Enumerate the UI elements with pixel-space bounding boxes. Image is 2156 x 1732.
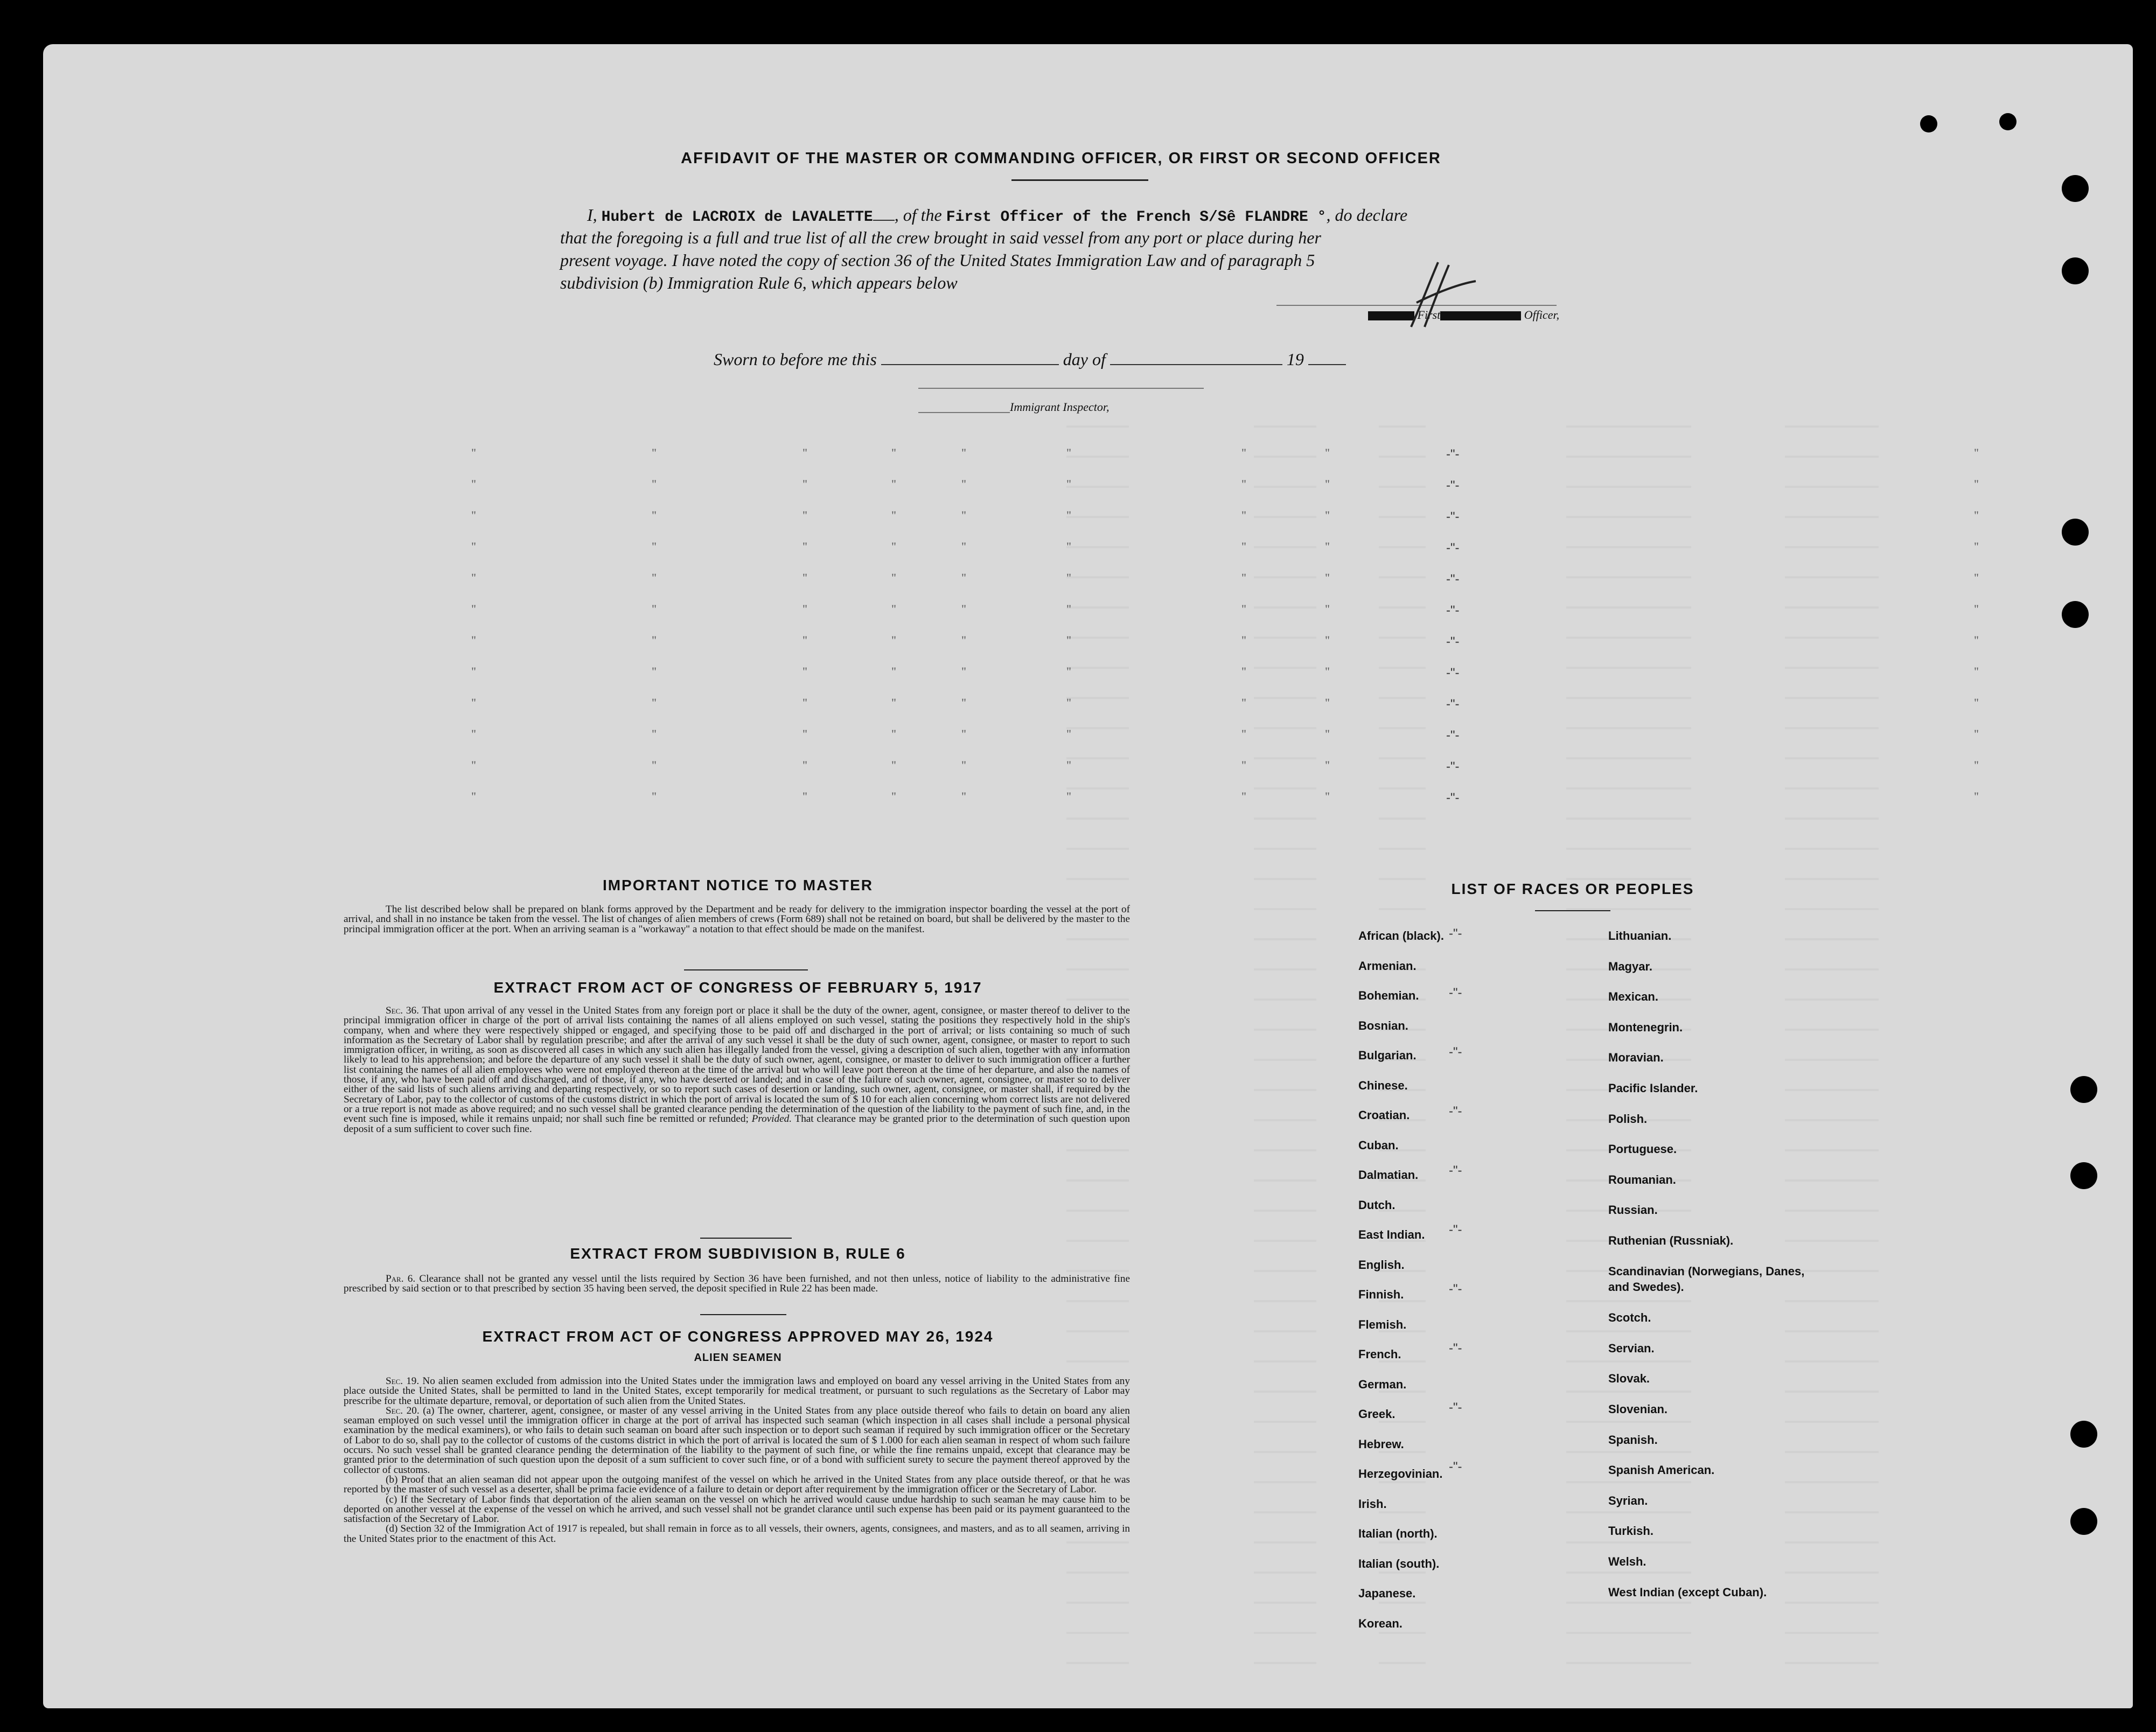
dash-ditto-mark: -"- — [1449, 986, 1462, 1000]
ditto-mark: " — [961, 696, 966, 709]
dash-ditto-mark: -"- — [1449, 1104, 1462, 1119]
race-item: Hebrew. — [1358, 1437, 1404, 1451]
ditto-mark: " — [1066, 633, 1071, 647]
ditto-mark: " — [471, 540, 476, 553]
race-item: Croatian. — [1358, 1108, 1410, 1122]
race-item: Herzegovinian. — [1358, 1467, 1443, 1480]
ditto-mark: " — [471, 633, 476, 647]
dash-ditto-mark: -"- — [1449, 1282, 1462, 1296]
ditto-mark: " — [1325, 727, 1330, 741]
ditto-mark: " — [1325, 696, 1330, 709]
ditto-mark: " — [652, 633, 657, 647]
ditto-mark: " — [1241, 446, 1246, 459]
ditto-mark: " — [1241, 477, 1246, 491]
race-item: Korean. — [1358, 1616, 1403, 1630]
ditto-mark: " — [1066, 508, 1071, 522]
ditto-mark: " — [961, 540, 966, 553]
ditto-mark: " — [1241, 633, 1246, 647]
ditto-mark: " — [891, 696, 896, 709]
ditto-mark: " — [803, 790, 807, 803]
ditto-mark: " — [471, 696, 476, 709]
punch-hole — [2070, 1076, 2097, 1103]
race-item: Lithuanian. — [1608, 929, 1672, 942]
race-item: Bulgarian. — [1358, 1049, 1417, 1062]
ditto-mark: " — [803, 508, 807, 522]
punch-hole — [2062, 601, 2089, 628]
ditto-mark: " — [1974, 758, 1979, 772]
dash-ditto-mark: -"- — [1449, 926, 1462, 941]
notice-body: The list described below shall be prepared on blank forms approved by the Department and be ready for delivery to the immigration inspector boarding the vessel at the port of arrival, and shall in no instance be taken from the vessel. The list of changes of alien members of crews (Form 689) shall not be retained on board, but shall be delivered by the master to the principal immigration officer at the port. When an arriving seaman is a "workaway" a notation to that effect should be made on the manifest. — [344, 904, 1130, 935]
race-item: Magyar. — [1608, 959, 1652, 973]
ditto-mark: " — [1066, 696, 1071, 709]
dash-ditto-mark: -"- — [1449, 1341, 1462, 1356]
ditto-mark: " — [1325, 633, 1330, 647]
punch-hole — [2070, 1508, 2097, 1535]
ditto-mark: " — [961, 790, 966, 803]
inspector-rule-top — [918, 388, 1204, 389]
ditto-mark: " — [471, 571, 476, 584]
race-item: Servian. — [1608, 1341, 1655, 1355]
ditto-mark: " — [891, 540, 896, 553]
dash-ditto-mark: -"- — [1446, 478, 1460, 493]
affidavit-line-2: that the foregoing is a full and true list of all the crew brought in said vessel from any port or place during her — [560, 228, 1321, 247]
ditto-mark: " — [652, 665, 657, 678]
ditto-mark: " — [961, 477, 966, 491]
race-item: Italian (north). — [1358, 1527, 1438, 1540]
ditto-mark: " — [961, 508, 966, 522]
extract-1917-divider — [700, 1238, 792, 1239]
ditto-mark: " — [891, 758, 896, 772]
race-item: French. — [1358, 1347, 1401, 1361]
extract-rule6-divider — [700, 1314, 786, 1315]
ditto-mark: " — [1325, 540, 1330, 553]
ditto-mark: " — [1241, 602, 1246, 616]
race-item: Portuguese. — [1608, 1142, 1677, 1156]
ditto-mark: " — [1325, 508, 1330, 522]
race-item: English. — [1358, 1258, 1405, 1272]
ditto-mark: " — [961, 758, 966, 772]
ditto-mark: " — [1974, 790, 1979, 803]
ditto-mark: " — [1241, 540, 1246, 553]
ditto-mark: " — [471, 727, 476, 741]
ditto-mark: " — [961, 633, 966, 647]
race-item: Bohemian. — [1358, 989, 1419, 1002]
dash-ditto-mark: -"- — [1446, 541, 1460, 555]
ditto-mark: " — [652, 508, 657, 522]
ditto-mark: " — [471, 477, 476, 491]
ditto-mark: " — [961, 446, 966, 459]
punch-hole — [2062, 257, 2089, 284]
dash-ditto-mark: -"- — [1449, 1459, 1462, 1474]
ditto-mark: " — [1241, 571, 1246, 584]
dash-ditto-mark: -"- — [1446, 791, 1460, 805]
ditto-mark: " — [803, 727, 807, 741]
race-item: Cuban. — [1358, 1138, 1399, 1152]
race-item: Armenian. — [1358, 959, 1417, 973]
race-item: Moravian. — [1608, 1051, 1664, 1065]
race-item: Irish. — [1358, 1497, 1387, 1511]
extract-rule6-body: Par. 6. Clearance shall not be granted any vessel until the lists required by Section 36 have been furnished, and not then unless, notice of liability to the administrative fine prescribed by said section or to that prescribed by section 35 having been served, the deposit specified in Rule 22 has been made. — [344, 1273, 1131, 1295]
ditto-mark: " — [1974, 571, 1979, 584]
ditto-mark: " — [1974, 446, 1979, 459]
dash-ditto-mark: -"- — [1446, 603, 1460, 618]
ditto-mark: " — [1974, 602, 1979, 616]
notice-title: IMPORTANT NOTICE TO MASTER — [602, 877, 874, 893]
dash-ditto-mark: -"- — [1446, 509, 1460, 524]
ditto-mark: " — [1241, 665, 1246, 678]
punch-hole — [2062, 175, 2089, 202]
ditto-mark: " — [1066, 540, 1071, 553]
ditto-mark: " — [891, 665, 896, 678]
extract-1924-title: EXTRACT FROM ACT OF CONGRESS APPROVED MAY 26, 1924 — [482, 1328, 994, 1345]
ditto-mark: " — [891, 602, 896, 616]
race-item: Scotch. — [1608, 1311, 1651, 1325]
ditto-mark: " — [652, 727, 657, 741]
ditto-mark: " — [961, 602, 966, 616]
race-item: Polish. — [1608, 1112, 1648, 1126]
ditto-mark: " — [1066, 790, 1071, 803]
title-underline — [1011, 179, 1148, 181]
ditto-mark: " — [1325, 758, 1330, 772]
officer-name: Hubert de LACROIX de LAVALETTE — [601, 209, 873, 226]
race-item: Dutch. — [1358, 1198, 1396, 1212]
race-item: Italian (south). — [1358, 1556, 1440, 1570]
race-item: Slovak. — [1608, 1372, 1650, 1386]
ditto-mark: " — [803, 477, 807, 491]
ditto-mark: " — [1974, 633, 1979, 647]
race-item: Slovenian. — [1608, 1402, 1668, 1416]
sworn-line: Sworn to before me this day of 19 — [714, 348, 1468, 371]
ditto-mark: " — [1325, 790, 1330, 803]
ditto-mark: " — [1325, 665, 1330, 678]
ditto-mark: " — [803, 602, 807, 616]
extract-1917-title: EXTRACT FROM ACT OF CONGRESS OF FEBRUARY 5, 1917 — [493, 979, 982, 996]
race-item: Dalmatian. — [1358, 1168, 1419, 1182]
ditto-mark: " — [803, 696, 807, 709]
ditto-mark: " — [891, 477, 896, 491]
affidavit-title: AFFIDAVIT OF THE MASTER OR COMMANDING OFFICER, OR FIRST OR SECOND OFFICER — [681, 150, 1441, 167]
ditto-mark: " — [961, 571, 966, 584]
dash-ditto-mark: -"- — [1449, 1163, 1462, 1178]
ditto-mark: " — [652, 758, 657, 772]
ditto-mark: " — [652, 602, 657, 616]
ditto-mark: " — [803, 758, 807, 772]
inspector-rule — [918, 412, 1010, 413]
ditto-mark: " — [1066, 602, 1071, 616]
race-item: Scandinavian (Norwegians, Danes, and Swedes). — [1608, 1264, 1805, 1294]
ditto-mark: " — [652, 790, 657, 803]
race-item: Flemish. — [1358, 1317, 1407, 1331]
dash-ditto-mark: -"- — [1446, 759, 1460, 774]
race-item: Pacific Islander. — [1608, 1081, 1698, 1095]
dash-ditto-mark: -"- — [1446, 728, 1460, 743]
dash-ditto-mark: -"- — [1446, 666, 1460, 680]
extract-1924-subtitle: ALIEN SEAMEN — [694, 1352, 782, 1364]
ditto-mark: " — [1066, 571, 1071, 584]
ditto-mark: " — [652, 446, 657, 459]
ditto-mark: " — [961, 727, 966, 741]
race-item: Montenegrin. — [1608, 1020, 1683, 1034]
ditto-mark: " — [652, 540, 657, 553]
ditto-mark: " — [803, 446, 807, 459]
ditto-mark: " — [891, 633, 896, 647]
ditto-mark: " — [1066, 477, 1071, 491]
ditto-mark: " — [1974, 665, 1979, 678]
dash-ditto-mark: -"- — [1446, 572, 1460, 586]
race-item: Bosnian. — [1358, 1018, 1408, 1032]
ditto-mark: " — [1325, 571, 1330, 584]
ditto-mark: " — [891, 571, 896, 584]
extract-1917-body: Sec. 36. That upon arrival of any vessel in the United States from any foreign port or place it shall be the duty of the owner, agent, consignee, or master thereof to deliver to the principal immigration officer in charge of the port of arrival lists containing the names of all aliens employed on such vessel, stating the positions they respectively hold in the ship's company, when and where they were respectively shipped or engaged, and specifying those to be paid off and discharged in the port of arrival; or lists containing so much of such information as the Secretary of Labor shall by regulation prescribe; and after the arrival of any such vessel it shall be the duty of such owner, agent, consignee, or master to report to such immigration officer, in writing, as soon as discovered all cases in which any such alien has illegally landed from the vessel, giving a description of such alien, together with any information likely to lead to his apprehension; and before the departure of any such vessel it shall be the duty of such owner, agent, consignee, or master to deliver to such immigration officer a further list containing the names of all alien employees who were not employed thereon at the time of the arrival but who will leave port thereon at the time of her departure, and also the names of those, if any, who have been paid off and discharged, and of those, if any, who have deserted or landed; and in case of the failure of such owner, agent, consignee, or master so to deliver either of the said lists of such aliens arriving and departing respectively, or so to report such cases of desertion or landing, such owner, agent, consignee, or master shall, if required by the Secretary of Labor, pay to the collector of customs of the customs district in which the port of arrival is located the sum of $ 10 for each alien concerning whom correct lists are not delivered or a true report is not made as above required; and no such vessel shall be granted clearance pending the determination of the question of the liability to the payment of such fine, and, in the event such fine is imposed, while it remains unpaid; nor shall such fine be remitted or refunded; Provided. That clearance may be granted prior to the determination of such question upon deposit of a sum sufficient to cover such fine. — [344, 1005, 1131, 1135]
dash-ditto-mark: -"- — [1446, 447, 1460, 462]
ditto-mark: " — [891, 727, 896, 741]
ditto-mark: " — [803, 633, 807, 647]
dash-ditto-mark: -"- — [1446, 697, 1460, 711]
race-item: Roumanian. — [1608, 1172, 1676, 1186]
race-item: Russian. — [1608, 1203, 1658, 1217]
affidavit-line-3: present voyage. I have noted the copy of section 36 of the United States Immigration Law and of paragraph 5 — [560, 250, 1315, 270]
races-title: LIST OF RACES OR PEOPLES — [1451, 881, 1694, 897]
dash-ditto-mark: -"- — [1449, 1045, 1462, 1059]
extract-rule6-title: EXTRACT FROM SUBDIVISION B, RULE 6 — [570, 1245, 906, 1262]
ditto-mark: " — [803, 571, 807, 584]
race-item: German. — [1358, 1377, 1407, 1391]
ditto-mark: " — [1974, 540, 1979, 553]
punch-hole — [1999, 113, 2017, 130]
ditto-mark: " — [1066, 446, 1071, 459]
notice-divider — [684, 969, 808, 970]
ditto-mark: " — [803, 540, 807, 553]
ditto-mark: " — [891, 790, 896, 803]
punch-hole — [2070, 1421, 2097, 1448]
ditto-mark: " — [1974, 696, 1979, 709]
race-item: Mexican. — [1608, 990, 1658, 1004]
inspector-caption: Immigrant Inspector, — [1010, 400, 1110, 414]
punch-hole — [2070, 1162, 2097, 1189]
race-item: Finnish. — [1358, 1288, 1404, 1301]
signature-scribble — [1400, 260, 1481, 330]
affidavit-line-4: subdivision (b) Immigration Rule 6, which appears below — [560, 273, 958, 292]
signature-caption: First Officer, — [1368, 308, 1559, 322]
ditto-mark: " — [1241, 727, 1246, 741]
dash-ditto-mark: -"- — [1449, 1400, 1462, 1415]
ditto-mark: " — [961, 665, 966, 678]
ditto-mark: " — [1066, 758, 1071, 772]
ditto-mark: " — [891, 508, 896, 522]
race-item: Turkish. — [1608, 1524, 1653, 1538]
race-item: African (black). — [1358, 929, 1444, 942]
extract-1924-body: Sec. 19. No alien seamen excluded from admission into the United States under the immigration laws and employed on board any vessel arriving in the United States from any place outside the United States, shall be permitted to land in the United States, except temporarily for medical treatment, or pursuant to such regulations as the Secretary of Labor may prescribe for the ultimate departure, removal, or deportation of such alien from the United States. Sec. 20. (a) The owner, charterer, agent, consignee, or master of any vessel arriving in the United States from any place outside thereof who fails to detain on board any alien seaman employed on such vessel until the immigration officer in charge at the port of arrival has inspected such seaman (which inspection in all cases shall include a personal physical examination by the medical examiners), or who fails to detain such seaman on board after such inspection or to deport such seaman if required by such immigration officer or the Secretary of Labor to do so, shall pay to the collector of customs of the customs district in which the port of arrival is located the sum of $ 1.000 for each alien seaman in respect of whom such failure occurs. No such vessel shall be granted clearance pending the determination of the liability to the payment of such fine, or while the fine remains unpaid, except that clearance may be granted prior to the determination of such question upon the deposit of a sum sufficient to cover such fine, or of a bond with sufficient surety to secure the payment thereof approved by the collector of customs. (b) Proof that an alien seaman did not appear upon the outgoing manifest of the vessel on which he arrived in the United States from any place outside thereof, or that he was reported by the master of such vessel as a deserter, shall be prima facie evidence of a failure to detain or deport after requirement by the immigration officer or the Secretary of Labor. (c) If the Secretary of Labor finds that deportation of the alien seaman on the vessel on which he arrived would cause undue hardship to such seaman he may cause him to be deported on another vessel at the expense of the vessel on which he arrived, and such vessel shall not be grandet clarance until such expense has been paid or its payment guaranteed to the satisfaction of the Secretary of Labor. (d) Section 32 of the Immigration Act of 1917 is repealed, but shall remain in force as to all vessels, their owners, agents, consignees, and masters, and as to all seamen, arriving in the United States prior to the enactment of this Act. — [344, 1375, 1130, 1545]
ditto-mark: " — [1066, 665, 1071, 678]
ditto-mark: " — [471, 602, 476, 616]
officer-position: First Officer of the French S/Sê FLANDRE ° — [946, 209, 1327, 226]
punch-hole — [2062, 519, 2089, 546]
ditto-mark: " — [471, 758, 476, 772]
ditto-mark: " — [1325, 446, 1330, 459]
ditto-mark: " — [1241, 696, 1246, 709]
ditto-mark: " — [1325, 602, 1330, 616]
ditto-mark: " — [652, 571, 657, 584]
ditto-mark: " — [1241, 508, 1246, 522]
ditto-mark: " — [1974, 508, 1979, 522]
race-item: Chinese. — [1358, 1078, 1408, 1092]
ditto-mark: " — [1066, 727, 1071, 741]
races-underline — [1535, 910, 1610, 911]
ditto-mark: " — [1974, 477, 1979, 491]
ditto-mark: " — [803, 665, 807, 678]
race-item: Ruthenian (Russniak). — [1608, 1234, 1734, 1247]
ditto-mark: " — [471, 508, 476, 522]
race-item: Spanish. — [1608, 1433, 1658, 1447]
ditto-mark: " — [471, 790, 476, 803]
punch-hole — [1920, 115, 1937, 132]
affidavit-line-1: I, Hubert de LACROIX de LAVALETTE , of the First Officer of the French S/Sê FLANDRE °, do declare — [587, 205, 1408, 226]
ditto-mark: " — [471, 665, 476, 678]
race-item: Welsh. — [1608, 1555, 1646, 1568]
dash-ditto-mark: -"- — [1446, 634, 1460, 649]
ditto-mark: " — [652, 696, 657, 709]
ditto-mark: " — [1325, 477, 1330, 491]
race-item: West Indian (except Cuban). — [1608, 1585, 1767, 1599]
race-item: Greek. — [1358, 1407, 1396, 1421]
ditto-mark: " — [1241, 758, 1246, 772]
dash-ditto-mark: -"- — [1449, 1223, 1462, 1237]
ditto-mark: " — [652, 477, 657, 491]
race-item: East Indian. — [1358, 1228, 1425, 1241]
ditto-mark: " — [471, 446, 476, 459]
ditto-mark: " — [1974, 727, 1979, 741]
ditto-mark: " — [891, 446, 896, 459]
race-item: Syrian. — [1608, 1493, 1648, 1507]
race-item: Japanese. — [1358, 1587, 1416, 1600]
ditto-mark: " — [1241, 790, 1246, 803]
race-item: Spanish American. — [1608, 1463, 1715, 1477]
